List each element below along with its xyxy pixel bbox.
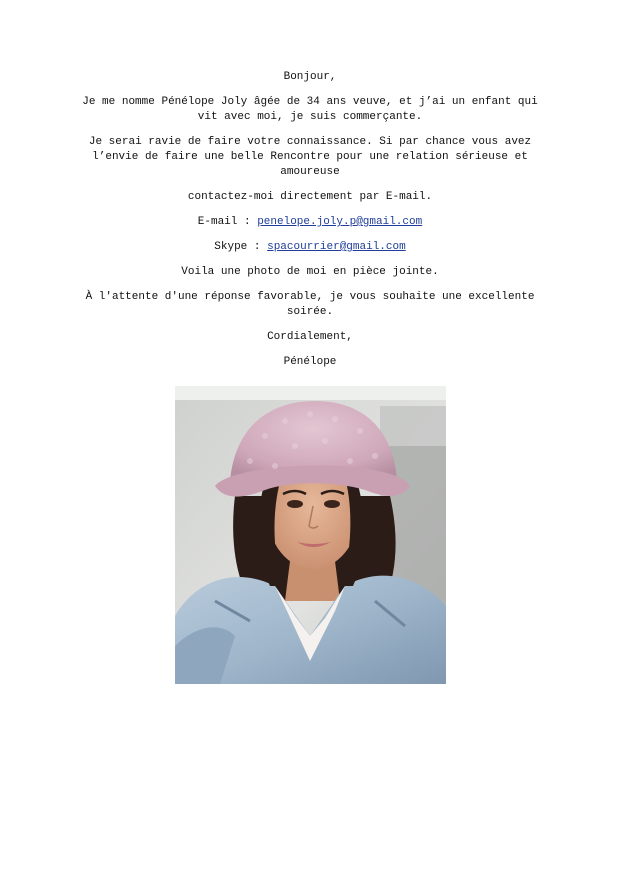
email-label: E-mail : [197, 216, 258, 228]
intro-paragraph: Je me nomme Pénélope Joly âgée de 34 ans veuve, et j’ai un enfant qui vit avec moi, je suis commerçante. [82, 96, 538, 123]
meeting-paragraph: Je serai ravie de faire votre connaissance. Si par chance vous avez l’envie de faire une belle Rencontre pour une relation sérieuse et amoureuse [88, 136, 532, 178]
skype-line [70, 240, 550, 255]
right-eye [324, 500, 340, 508]
ceiling [175, 386, 446, 400]
photo-line: Voila une photo de moi en pièce jointe. [181, 266, 439, 278]
closing-wish: À l'attente d'une réponse favorable, je vous souhaite une excellente soirée. [85, 291, 535, 318]
contact-line: contactez-moi directement par E-mail. [187, 191, 433, 203]
greeting: Bonjour, [283, 71, 337, 83]
left-eye [287, 500, 303, 508]
skype-label: Skype : [214, 241, 268, 253]
selfie-illustration [175, 386, 446, 684]
email-line [70, 215, 550, 230]
attached-photo [175, 386, 446, 684]
skype-link[interactable]: spacourrier@gmail.com [267, 241, 406, 253]
letter-body [70, 70, 550, 380]
signoff: Cordialement, [267, 331, 353, 343]
signature: Pénélope [283, 356, 337, 368]
email-link[interactable]: penelope.joly.p@gmail.com [257, 216, 423, 228]
